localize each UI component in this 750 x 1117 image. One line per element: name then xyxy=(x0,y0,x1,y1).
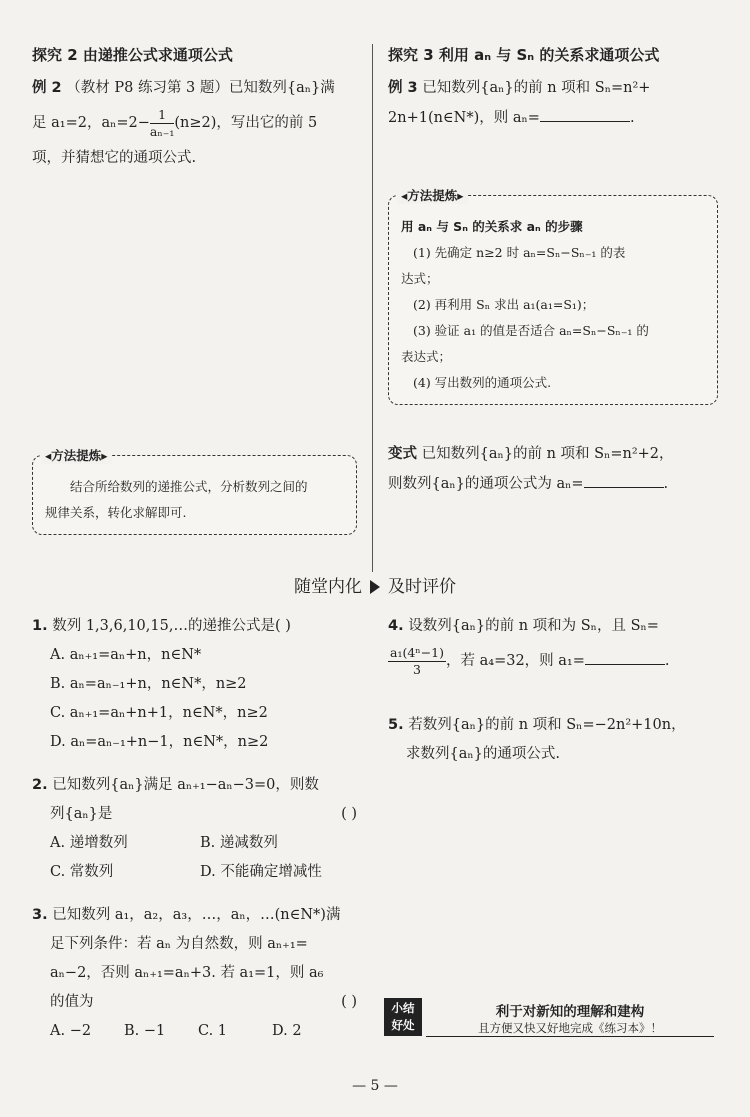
example-2-text-2b: (n≥2)，写出它的前 5 xyxy=(174,115,318,131)
q3-option-a[interactable]: A. −2 xyxy=(50,1023,92,1039)
q3-option-d[interactable]: D. 2 xyxy=(272,1023,302,1039)
section-title xyxy=(0,572,750,597)
question-text: 已知数列{aₙ}满足 aₙ₊₁−aₙ−3=0，则数 xyxy=(52,777,319,793)
section-title-right: 及时评价 xyxy=(388,577,456,597)
summary-banner xyxy=(384,998,714,1038)
q1-option-d[interactable]: D. aₙ=aₙ₋₁+n−1，n∈N*，n≥2 xyxy=(50,734,269,750)
example-2-text-2a: 足 a₁=2，aₙ=2− xyxy=(32,115,150,131)
question-number: 1. xyxy=(32,618,48,634)
variant-text-2: 则数列{aₙ}的通项公式为 aₙ= xyxy=(388,476,584,492)
answer-paren[interactable]: ( ) xyxy=(341,806,357,822)
q3-option-c[interactable]: C. 1 xyxy=(198,1023,228,1039)
question-text: 数列 1,3,6,10,15,…的递推公式是( ) xyxy=(52,618,291,634)
variant-line-2: 则数列{aₙ}的通项公式为 aₙ= . xyxy=(388,469,718,499)
play-arrow-icon xyxy=(370,580,380,594)
method-box-right xyxy=(388,188,718,405)
q4-fraction xyxy=(388,645,446,678)
question-3-line-2: 足下列条件：若 aₙ 为自然数，则 aₙ₊₁= xyxy=(50,936,308,952)
fraction-denominator: 3 xyxy=(413,661,421,677)
question-text: 若数列{aₙ}的前 n 项和 Sₙ=−2n²+10n， xyxy=(408,717,686,733)
example-2-label: 例 2 xyxy=(32,80,62,96)
question-text: ，若 a₄=32，则 a₁= xyxy=(446,653,585,669)
method-step: 表达式； xyxy=(401,349,452,364)
example-3-label: 例 3 xyxy=(388,80,418,96)
variant-label: 变式 xyxy=(388,446,417,462)
example-2-line-2 xyxy=(32,103,357,143)
questions-right xyxy=(388,612,718,769)
badge-line-1: 小结 xyxy=(391,1001,415,1015)
spacer xyxy=(388,681,718,711)
method-step: (1) 先确定 n≥2 时 aₙ=Sₙ−Sₙ₋₁ 的表 xyxy=(413,245,626,260)
example-3-line-1 xyxy=(388,73,718,103)
method-step: (4) 写出数列的通项公式. xyxy=(413,375,552,390)
method-step: (2) 再利用 Sₙ 求出 a₁(a₁=S₁)； xyxy=(413,297,595,312)
example-3-text-2: 2n+1(n∈N*)，则 aₙ= xyxy=(388,110,540,126)
q2-option-d[interactable]: D. 不能确定增减性 xyxy=(200,864,322,880)
example-2-text: （教材 P8 练习第 3 题）已知数列{aₙ}满 xyxy=(66,80,335,96)
method-tag: ◂方法提炼▸ xyxy=(41,446,112,464)
example-2-line-1 xyxy=(32,73,357,103)
q2-options-row-2 xyxy=(32,858,357,887)
example-3-text: 已知数列{aₙ}的前 n 项和 Sₙ=n²+ xyxy=(422,80,651,96)
example-2-fraction xyxy=(150,107,174,140)
question-1 xyxy=(32,612,357,641)
answer-paren[interactable]: ( ) xyxy=(341,994,357,1010)
badge-line-2: 好处 xyxy=(391,1018,415,1032)
variant-text-1: 已知数列{aₙ}的前 n 项和 Sₙ=n²+2， xyxy=(421,446,674,462)
q1-option-a[interactable]: A. aₙ₊₁=aₙ+n，n∈N* xyxy=(50,647,202,663)
method-tag: ◂方法提炼▸ xyxy=(397,186,468,204)
question-text: 已知数列 a₁，a₂，a₃，…，aₙ，…(n∈N*)满 xyxy=(52,907,341,923)
question-number: 4. xyxy=(388,618,404,634)
variant-line-1 xyxy=(388,439,718,469)
page-number: — 5 — xyxy=(352,1078,398,1094)
left-column xyxy=(32,40,357,535)
question-5-line-2: 求数列{aₙ}的通项公式. xyxy=(406,746,560,762)
q2-option-b[interactable]: B. 递减数列 xyxy=(200,835,278,851)
summary-line-1: 利于对新知的理解和建构 xyxy=(495,1004,645,1020)
column-divider xyxy=(372,44,373,572)
q3-option-b[interactable]: B. −1 xyxy=(124,1023,166,1039)
summary-line-2: 且方便又快又好地完成《练习本》！ xyxy=(478,1021,662,1035)
explore-3-heading: 探究 3 利用 aₙ 与 Sₙ 的关系求通项公式 xyxy=(388,46,660,64)
question-number: 5. xyxy=(388,717,404,733)
question-number: 2. xyxy=(32,777,48,793)
question-2-line-2 xyxy=(32,800,357,829)
question-2 xyxy=(32,771,357,800)
summary-text-box xyxy=(426,998,714,1037)
method-box-left xyxy=(32,448,357,535)
spacer xyxy=(32,757,357,771)
question-3-line-3: aₙ−2，否则 aₙ₊₁=aₙ+3. 若 a₁=1，则 a₆ xyxy=(50,965,324,981)
example-3-line-2: 2n+1(n∈N*)，则 aₙ= . xyxy=(388,103,718,133)
explore-2-heading: 探究 2 由递推公式求通项公式 xyxy=(32,46,233,64)
question-text: 列{aₙ}是 xyxy=(50,806,113,822)
q1-option-c[interactable]: C. aₙ₊₁=aₙ+n+1，n∈N*，n≥2 xyxy=(50,705,268,721)
question-3 xyxy=(32,901,357,930)
spacer xyxy=(388,405,718,439)
question-4-line-2: $\frac{\text{a₁(4ⁿ−1)}}{3}$ ，若 a₄=32，则 a₁= . xyxy=(390,644,670,677)
method-step: 达式； xyxy=(401,271,439,286)
question-number: 3. xyxy=(32,907,48,923)
fraction-numerator: a₁(4ⁿ−1) xyxy=(390,644,445,660)
q3-options xyxy=(32,1017,357,1046)
q2-option-c[interactable]: C. 常数列 xyxy=(50,864,114,880)
answer-blank[interactable] xyxy=(540,107,630,122)
spacer xyxy=(32,887,357,901)
q2-options-row-1 xyxy=(32,829,357,858)
question-text: 的值为 xyxy=(50,994,94,1010)
method-text-2: 规律关系，转化求解即可. xyxy=(45,505,187,520)
method-title: 用 aₙ 与 Sₙ 的关系求 aₙ 的步骤 xyxy=(401,219,583,234)
method-step: (3) 验证 a₁ 的值是否适合 aₙ=Sₙ−Sₙ₋₁ 的 xyxy=(413,323,649,338)
fraction-numerator: 1 xyxy=(150,107,174,124)
summary-badge xyxy=(384,998,422,1036)
question-5 xyxy=(388,711,718,740)
answer-blank[interactable] xyxy=(584,473,664,488)
q2-option-a[interactable]: A. 递增数列 xyxy=(50,835,128,851)
fraction-denominator: aₙ₋₁ xyxy=(149,123,175,139)
answer-blank[interactable] xyxy=(585,650,665,665)
q1-option-b[interactable]: B. aₙ=aₙ₋₁+n，n∈N*，n≥2 xyxy=(50,676,247,692)
method-text-1: 结合所给数列的递推公式，分析数列之间的 xyxy=(70,479,308,494)
section-title-left: 随堂内化 xyxy=(294,577,362,597)
questions-left xyxy=(32,612,357,1046)
question-text: 设数列{aₙ}的前 n 项和为 Sₙ，且 Sₙ= xyxy=(408,618,659,634)
right-column xyxy=(388,40,718,499)
question-3-line-4 xyxy=(32,988,357,1017)
question-4 xyxy=(388,612,718,641)
example-2-line-3: 项，并猜想它的通项公式. xyxy=(32,150,197,166)
answer-space xyxy=(32,173,357,451)
